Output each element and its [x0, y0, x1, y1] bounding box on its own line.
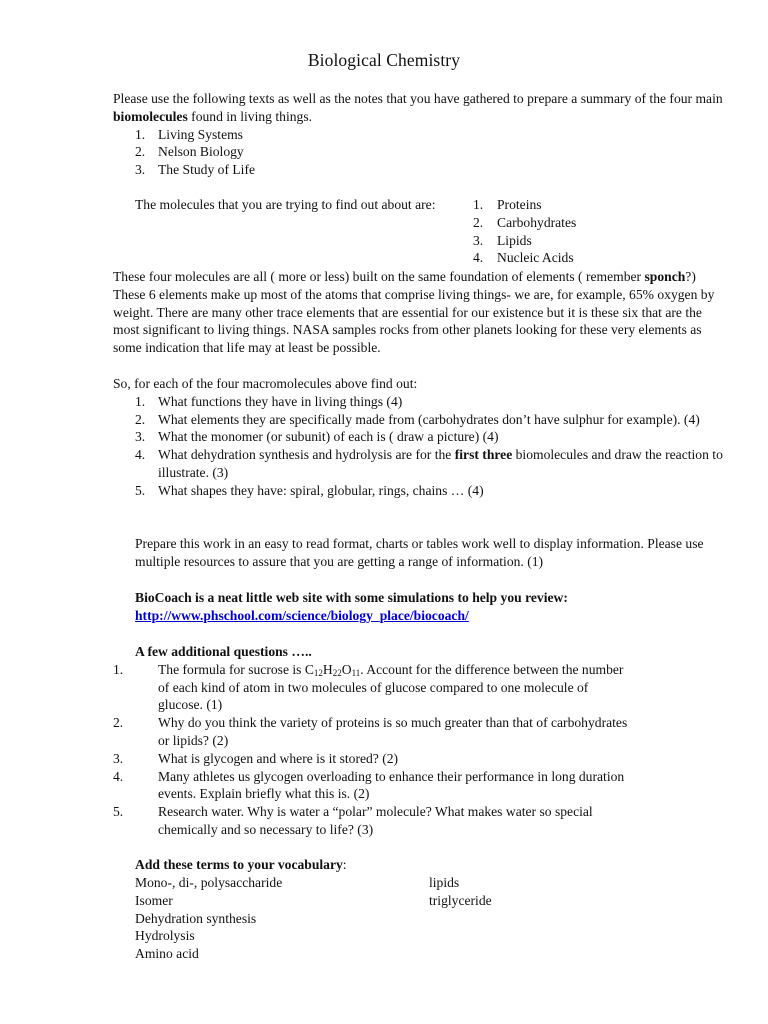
list-item: 1. Proteins [473, 197, 542, 212]
vocab-column-left [135, 874, 282, 963]
questions-section [113, 643, 729, 839]
list-item: 1. Living Systems [135, 126, 243, 142]
list-item: 2. What elements they are specifically made from (carbohydrates don’t have sulphur for example). (4) [135, 411, 700, 427]
molecules-label: The molecules that you are trying to find out about are: [135, 197, 436, 212]
page-title: Biological Chemistry [307, 50, 461, 70]
list-item: 3. The Study of Life [135, 162, 256, 178]
list-item: 4. What dehydration synthesis and hydrolysis are for the first three biomolecules and draw the reaction to illustrate. (3) [135, 447, 723, 480]
vocab-term: Hydrolysis [135, 928, 195, 944]
vocab-heading-row: Add these terms to your vocabulary: [135, 857, 347, 872]
questions-list [113, 661, 629, 839]
vocab-term: Isomer [135, 892, 173, 908]
list-item: 2. Why do you think the variety of proteins is so much greater than that of carbohydrates or lipids? (2) [113, 715, 628, 748]
vocab-column-right [429, 874, 492, 910]
intro-paragraph: Please use the following texts as well as the notes that you have gathered to prepare a summary of the four main biomolecules found in living things. 1. Living Systems 2. Nelson Biology 3. The Study of Life [113, 90, 729, 179]
texts-list [113, 126, 729, 179]
list-item: 2. Nelson Biology [135, 144, 244, 160]
questions-heading: A few additional questions ….. [135, 644, 312, 659]
first-three-term: first three [454, 447, 513, 463]
list-item: 3. Lipids [473, 232, 532, 248]
findout-lead: So, for each of the four macromolecules above find out: [113, 376, 418, 391]
list-item: 3. What the monomer (or subunit) of each is ( draw a picture) (4) [135, 429, 499, 445]
vocab-heading: Add these terms to your vocabulary [135, 857, 343, 872]
foundation-paragraph: These four molecules are all ( more or less) built on the same foundation of elements ( remember sponch?) These 6 elements make up most of the atoms that comprise living things- we are, for example, 65% oxygen by weight. There are many other trace elements that are essential for our existence but it is these six that are the most significant to living things. NASA samples rocks from other planets looking for these very elements as some indication that life may at least be possible. [113, 269, 715, 356]
list-item: 5. What shapes they have: spiral, globular, rings, chains … (4) [135, 482, 484, 498]
vocab-term: Amino acid [135, 946, 199, 962]
prepare-paragraph: Prepare this work in an easy to read format, charts or tables work well to display information. Please use multiple resources to assure that you are getting a range of information. (1) [135, 536, 704, 569]
biocoach-heading: BioCoach is a neat little web site with some simulations to help you review: [135, 590, 568, 605]
vocab-term: triglyceride [429, 892, 492, 908]
list-item: 3. What is glycogen and where is it stored? (2) [113, 750, 399, 766]
list-item: 1. What functions they have in living things (4) [135, 393, 403, 409]
vocab-term: Dehydration synthesis [135, 910, 257, 926]
biocoach-link[interactable]: http://www.phschool.com/science/biology_place/biocoach/ [135, 607, 469, 623]
sponch-term: sponch [644, 269, 686, 284]
list-item: 2. Carbohydrates [473, 214, 577, 230]
vocab-term: Mono-, di-, polysaccharide [135, 875, 283, 890]
list-item: 1. The formula for sucrose is $C_{12}H_{22}O_{11}$. Account for the difference between the number of each kind of atom in two molecules of glucose compared to one molecule of glucose. (1) [113, 661, 624, 713]
findout-list [113, 393, 729, 500]
findout-section [113, 375, 729, 500]
molecules-list [473, 196, 673, 267]
biocoach-section [135, 589, 729, 625]
list-item: 4. Nucleic Acids [473, 250, 574, 266]
list-item: 5. Research water. Why is water a “polar” molecule? What makes water so special chemically and so necessary to life? (3) [113, 804, 593, 837]
vocab-term: lipids [429, 875, 460, 890]
list-item: 4. Many athletes us glycogen overloading to enhance their performance in long duration events. Explain briefly what this is. (2) [113, 768, 625, 802]
intro-bold-term: biomolecules [113, 108, 188, 124]
